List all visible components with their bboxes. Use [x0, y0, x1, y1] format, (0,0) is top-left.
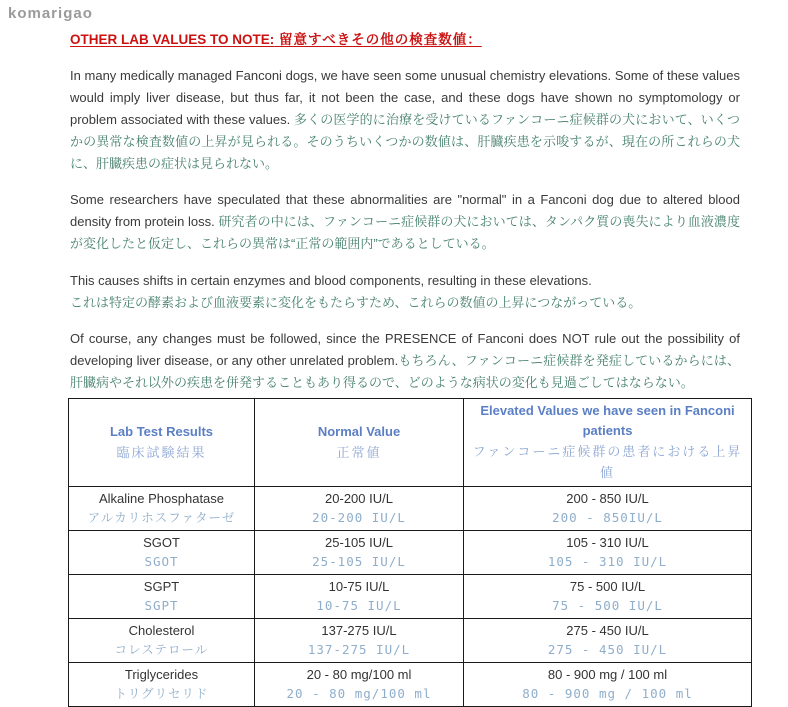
col-header-normal-value-english: Normal Value	[317, 423, 401, 439]
test-name-english: Alkaline Phosphatase	[98, 491, 225, 506]
page-title-japanese: 留意すべきその他の検査数値：	[274, 32, 482, 47]
cell-normal-value	[255, 619, 464, 663]
col-header-normal-value	[255, 399, 464, 487]
page-title	[70, 28, 740, 48]
cell-normal-value	[255, 575, 464, 619]
test-name-english: Triglycerides	[124, 667, 199, 682]
normal-value-japanese: 10-75 IU/L	[316, 598, 402, 613]
table-row-sgpt	[69, 575, 752, 619]
elevated-value-japanese: 80 - 900 mg / 100 ml	[522, 686, 693, 701]
test-name-japanese: SGOT	[144, 554, 179, 569]
test-name-japanese: SGPT	[144, 598, 179, 613]
test-name-english: SGOT	[143, 535, 180, 550]
paragraph-researchers-japanese: 研究者の中には、ファンコーニ症候群の犬においては、タンパク質の喪失により血液濃度が変化したと仮定し、これらの異常は“正常の範囲内”であるとしている。	[70, 214, 740, 251]
elevated-value-japanese: 75 - 500 IU/L	[552, 598, 663, 613]
cell-elevated-value	[464, 531, 752, 575]
cell-elevated-value	[464, 663, 752, 707]
cell-test-name	[69, 531, 255, 575]
cell-normal-value	[255, 531, 464, 575]
normal-value-english: 20 - 80 mg/100 ml	[306, 667, 412, 682]
table-row-triglycerides	[69, 663, 752, 707]
paragraph-caution	[70, 328, 740, 394]
elevated-value-english: 80 - 900 mg / 100 ml	[547, 667, 668, 682]
col-header-lab-test	[69, 399, 255, 487]
test-name-japanese: トリグリセリド	[114, 686, 209, 701]
elevated-value-japanese: 200 - 850IU/L	[552, 510, 663, 525]
cell-test-name	[69, 575, 255, 619]
col-header-elevated-values-japanese: ファンコーニ症候群の患者における上昇値	[472, 444, 743, 480]
test-name-japanese: コレステロール	[114, 642, 209, 657]
test-name-japanese: アルカリホスファターゼ	[87, 510, 236, 525]
cell-elevated-value	[464, 619, 752, 663]
paragraph-intro-english: In many medically managed Fanconi dogs, we have seen some unusual chemistry elevations. Some of these values would imply liver disease, but thus far, it not been the case, and these dogs have shown no symptomology or problem associated with these values.	[70, 68, 740, 127]
paragraph-enzymes	[70, 270, 740, 314]
col-header-elevated-values	[464, 399, 752, 487]
cell-normal-value	[255, 487, 464, 531]
lab-values-table	[68, 398, 752, 707]
col-header-elevated-values-english: Elevated Values we have seen in Fanconi patients	[480, 403, 735, 438]
elevated-value-english: 75 - 500 IU/L	[569, 579, 646, 594]
normal-value-japanese: 20 - 80 mg/100 ml	[286, 686, 432, 701]
elevated-value-english: 275 - 450 IU/L	[566, 623, 649, 638]
cell-test-name	[69, 619, 255, 663]
watermark: komarigao	[8, 5, 93, 22]
paragraph-caution-japanese: もちろん、ファンコーニ症候群を発症しているからには、肝臓病やそれ以外の疾患を併発することもあり得るので、どのような病状の変化も見過ごしてはならない。	[70, 353, 740, 390]
cell-test-name	[69, 487, 255, 531]
col-header-normal-value-japanese: 正常値	[336, 444, 382, 460]
paragraph-researchers-english: Some researchers have speculated that these abnormalities are "normal" in a Fanconi dog due to altered blood density from protein loss.	[70, 192, 740, 229]
test-name-english: SGPT	[143, 579, 180, 594]
normal-value-english: 137-275 IU/L	[321, 623, 397, 638]
elevated-value-english: 200 - 850 IU/L	[566, 491, 649, 506]
normal-value-english: 25-105 IU/L	[325, 535, 393, 550]
cell-elevated-value	[464, 575, 752, 619]
cell-normal-value	[255, 663, 464, 707]
col-header-lab-test-english: Lab Test Results	[109, 423, 214, 439]
cell-test-name	[69, 663, 255, 707]
test-name-english: Cholesterol	[128, 623, 195, 638]
cell-elevated-value	[464, 487, 752, 531]
table-row-cholesterol	[69, 619, 752, 663]
paragraph-enzymes-english: This causes shifts in certain enzymes and blood components, resulting in these elevations.	[70, 273, 592, 288]
elevated-value-japanese: 105 - 310 IU/L	[547, 554, 668, 569]
paragraph-caution-english: Of course, any changes must be followed, since the PRESENCE of Fanconi does NOT rule out the possibility of developing liver disease, or any other unrelated problem.	[70, 331, 740, 368]
normal-value-japanese: 25-105 IU/L	[312, 554, 406, 569]
table-row-alkaline-phosphatase	[69, 487, 752, 531]
table-header-row	[69, 399, 752, 487]
paragraph-researchers	[70, 189, 740, 255]
paragraph-enzymes-japanese: これは特定の酵素および血液要素に変化をもたらすため、これらの数値の上昇につながっている。	[70, 295, 642, 310]
normal-value-japanese: 137-275 IU/L	[307, 642, 411, 657]
elevated-value-english: 105 - 310 IU/L	[566, 535, 649, 550]
table-row-sgot	[69, 531, 752, 575]
col-header-lab-test-japanese: 臨床試験結果	[116, 444, 207, 460]
normal-value-japanese: 20-200 IU/L	[312, 510, 406, 525]
elevated-value-japanese: 275 - 450 IU/L	[547, 642, 668, 657]
paragraph-intro-japanese: 多くの医学的に治療を受けているファンコーニ症候群の犬において、いくつかの異常な検査数値の上昇が見られる。そのうちいくつかの数値は、肝臓疾患を示唆するが、現在の所これらの犬に、肝臓疾患の症状は見られない。	[70, 112, 740, 171]
page-title-english: OTHER LAB VALUES TO NOTE:	[70, 32, 275, 47]
document-content	[70, 0, 743, 707]
normal-value-english: 20-200 IU/L	[325, 491, 393, 506]
paragraph-intro	[70, 65, 740, 175]
normal-value-english: 10-75 IU/L	[328, 579, 390, 594]
